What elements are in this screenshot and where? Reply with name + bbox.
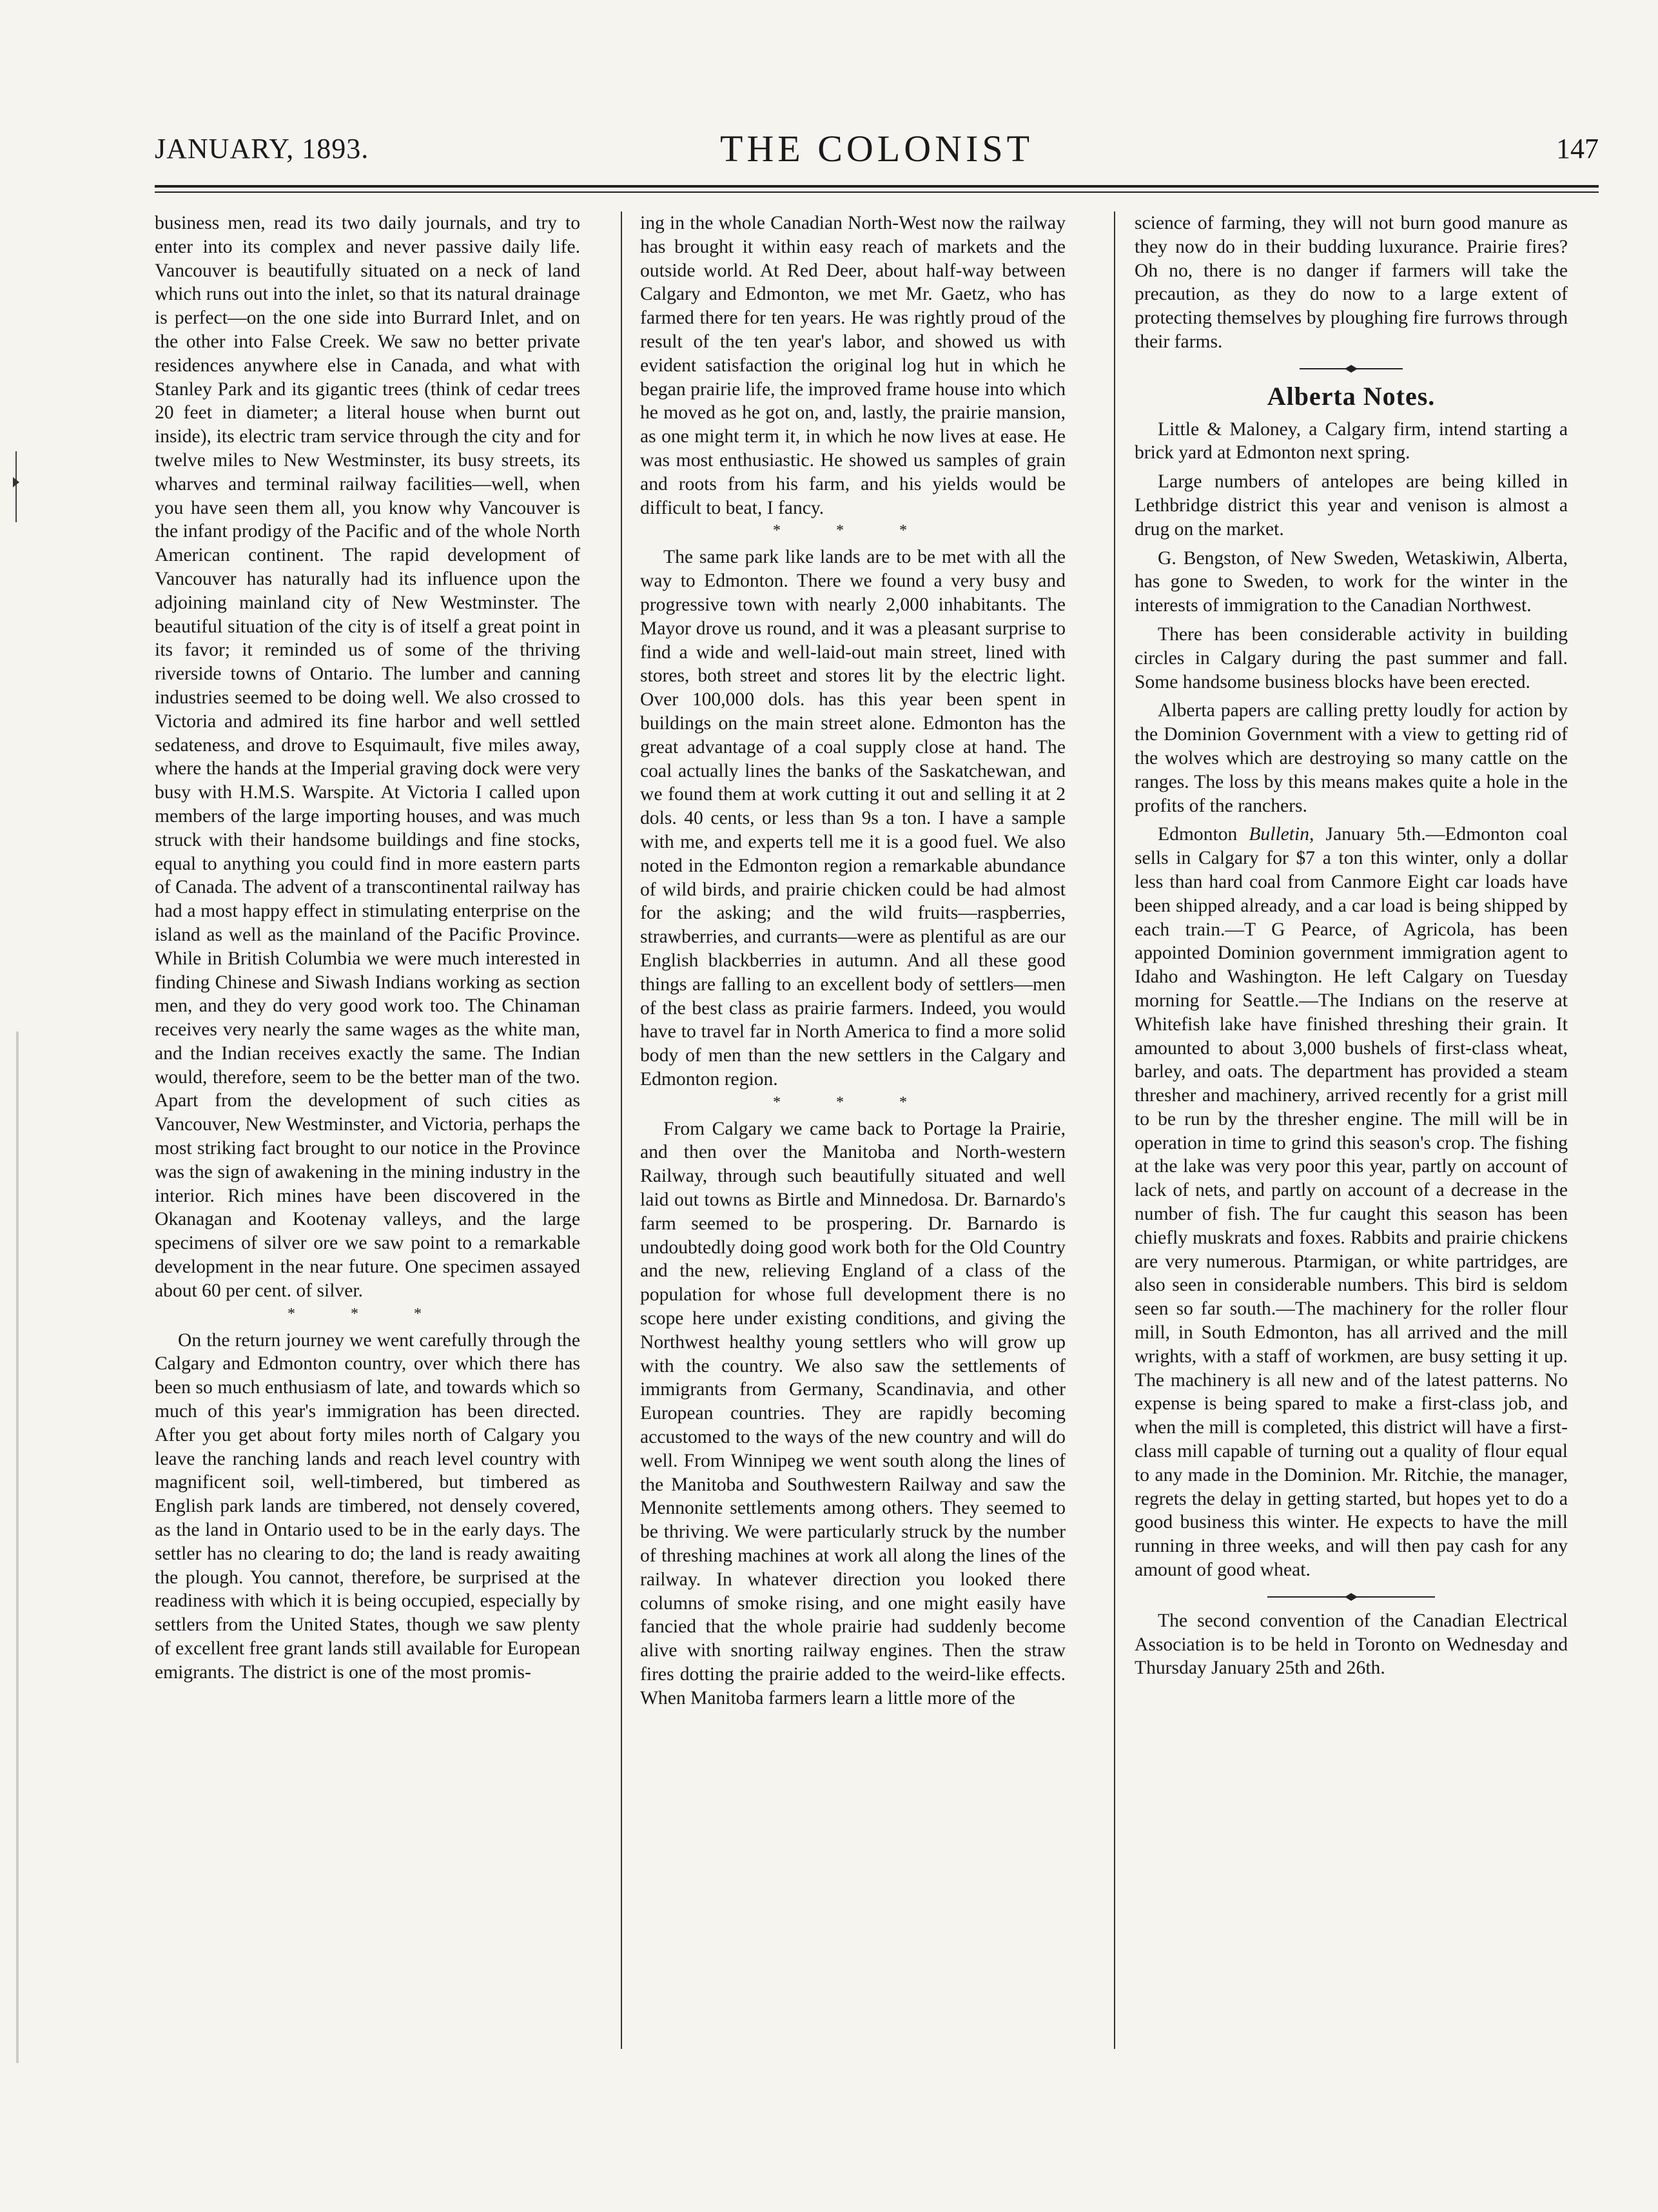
news-note: Large numbers of antelopes are being killed in Lethbridge district this year and venison is almost a drug on the market. (1135, 471, 1568, 540)
news-note: Little & Maloney, a Calgary firm, intend starting a brick yard at Edmonton next spring. (1135, 418, 1568, 464)
column-divider-1 (621, 211, 622, 2049)
bulletin-text: January 5th.—Edmonton coal sells in Calgary for $7 a ton this winter, only a dollar less than hard coal from Canmore Eight car loads have been shipped already, and a car load is being shipped by each train.—T G Pearce, of Agricola, has been appointed Dominion government immigration agent to Idaho and Washington. He left Calgary on Tuesday morning for Seattle.—The Indians on the reserve at Whitefish lake have finished threshing their grain. It amounted to about 3,000 bushels of first-class wheat, barley, and oats. The department has provided a steam thresher and machinery, arrived recently for a grist mill to be run by the thresher engine. The mill will be in operation in time to grind this season's crop. The fishing at the lake was very poor this year, partly on account of lack of nets, and partly on account of a decrease in the number of fish. The fur caught this season has been chiefly muskrats and foxes. Rabbits and prairie chickens are very numerous. Ptarmigan, or white partridges, are also seen in considerable numbers. This bird is seldom seen so far south.—The machinery for the roller flour mill, in South Edmonton, has all arrived and the mill wrights, with a staff of workmen, are busy setting it up. The machinery is all new and of the latest patterns. No expense is being spared to make a first-class job, and when the mill is completed, this district will have a first-class mill capable of turning out a quality of flour equal to any made in the Dominion. Mr. Ritchie, the manager, regrets the delay in getting started, but hopes yet to do a good business this winter. He expects to have the mill running in three weeks, and will then pay cash for any amount of good wheat. (1135, 824, 1568, 1581)
ornament-rule-icon (1267, 1592, 1435, 1601)
column-1 (155, 211, 580, 1685)
column-divider-2 (1114, 211, 1115, 2049)
article-paragraph: ing in the whole Canadian North-West now the railway has brought it within easy reach of markets and the outside world. At Red Deer, about half-way between Calgary and Edmonton, we met Mr. Gaetz, who has farmed there for ten years. He was rightly proud of the result of the ten year's labor, and showed us with evident satisfaction the original log hut in which he began prairie life, the improved frame house into which he moved as he got on, and, lastly, the prairie mansion, as one might term it, in which he now lives at ease. He was most enthusiastic. He showed us samples of grain and roots from his farm, and his yields would be difficult to beat, I fancy. (640, 213, 1066, 518)
news-note: Alberta papers are calling pretty loudly for action by the Dominion Government with a view to getting rid of the wolves which are destroying so many cattle on the ranges. The loss by this means makes quite a hole in the profits of the ranchers. (1135, 700, 1568, 816)
article-paragraph: business men, read its two daily journals, and try to enter into its complex and never passive daily life. Vancouver is beautifully situated on a neck of land which runs out into the inlet, so that its natural drainage is perfect—on the one side into Burrard Inlet, and on the other into False Creek. We saw no better private residences anywhere else in Canada, and what with Stanley Park and its gigantic trees (think of cedar trees 20 feet in diameter; a literal house when burnt out inside), its electric tram service through the city and for twelve miles to New Westminster, its busy streets, its wharves and terminal railway facilities—well, when you have seen them all, you know why Vancouver is the infant prodigy of the Pacific and of the whole North American continent. The rapid development of Vancouver has naturally had its influence upon the adjoining mainland city of New Westminster. The beautiful situation of the city is of itself a great point in its favor; it reminded us of some of the thriving riverside towns of Ontario. The lumber and canning industries seemed to be doing well. We also crossed to Victoria and admired its fine harbor and well settled sedateness, and drove to Esquimault, five miles away, where the hands at the Imperial graving dock were very busy with H.M.S. Warspite. At Victoria I called upon members of the large importing houses, and was much struck with their handsome buildings and fine stocks, equal to anything you could find in more eastern parts of Canada. The advent of a transcontinental railway has had a most happy effect in stimulating enterprise on the island as well as the mainland of the Pacific Province. While in British Columbia we were much interested in finding Chinese and Siwash Indians working as section men, and they do very good work too. The Chinaman receives very nearly the same wages as the white man, and the Indian receives exactly the same. The Indian would, therefore, seem to be the better man of the two. Apart from the development of such cities as Vancouver, New Westminster, and Victoria, perhaps the most striking fact brought to our notice in the Province was the sign of awakening in the mining industry in the interior. Rich mines have been discovered in the Okanagan and Kootenay valleys, and the large specimens of silver ore we saw point to a remarkable development in the near future. One specimen assayed about 60 per cent. of silver. (155, 213, 580, 1301)
article-paragraph: science of farming, they will not burn good manure as they now do in their budding luxurance. Prairie fires? Oh no, there is no danger if farmers will take the precaution, as they do now to a large extent of protecting themselves by ploughing fire furrows through their farms. (1135, 213, 1568, 352)
ornament-divider (1135, 359, 1568, 378)
bulletin-name: Bulletin, (1249, 824, 1314, 845)
binding-edge (16, 1032, 19, 2063)
issue-date: JANUARY, 1893. (155, 133, 369, 164)
news-note: G. Bengston, of New Sweden, Wetaskiwin, Alberta, has gone to Sweden, to work for the winter in the interests of immigration to the Canadian Northwest. (1135, 547, 1568, 616)
section-stars: * * * (288, 1305, 447, 1322)
page-number: 147 (1556, 133, 1599, 164)
column-3 (1135, 211, 1568, 1685)
publication-title: THE COLONIST (719, 128, 1033, 170)
section-stars: * * * (773, 1093, 933, 1111)
ornament-divider (1135, 1587, 1568, 1607)
article-paragraph: From Calgary we came back to Portage la Prairie, and then over the Manitoba and North-western Railway, through such beautifully situated and well laid out towns as Birtle and Minnedosa. Dr. Barnardo's farm seemed to be prospering. Dr. Barnardo is undoubtedly doing good work both for the Old Country and the new, relieving England of a class of the population for whose full development there is no scope here under existing conditions, and giving the Northwest healthy young settlers who will grow up with the country. We also saw the settlements of immigrants from Germany, Scandinavia, and other European countries. They are rapidly becoming accustomed to the ways of the new country and will do well. From Winnipeg we went south along the lines of the Manitoba and Southwestern Railway and saw the Mennonite settlements among others. They seemed to be thriving. We were particularly struck by the number of threshing machines at work all along the lines of the railway. In whatever direction you looked there columns of smoke rising, and one might easily have fancied that the whole prairie had suddenly become alive with snorting railway engines. Then the straw fires dotting the prairie added to the weird-like effects. When Manitoba farmers learn a little more of the (640, 1118, 1066, 1708)
section-stars: * * * (773, 522, 933, 540)
header-rule-thin (155, 191, 1599, 193)
header-rule-thick (155, 185, 1599, 188)
news-note: The second convention of the Canadian Electrical Association is to be held in Toronto on Wednesday and Thursday January 25th and 26th. (1135, 1610, 1568, 1679)
article-paragraph: The same park like lands are to be met with all the way to Edmonton. There we found a very busy and progressive town with nearly 2,000 inhabitants. The Mayor drove us round, and it was a pleasant surprise to find a wide and well-laid-out main street, lined with stores, both street and stores lit by the electric light. Over 100,000 dols. has this year been spent in buildings on the main street alone. Edmonton has the great advantage of a coal supply close at hand. The coal actually lines the banks of the Saskatchewan, and we found them at work cutting it out and selling it at 2 dols. 40 cents, or less than 9s a ton. I have a sample with me, and experts tell me it is a good fuel. We also noted in the Edmonton region a remarkable abundance of wild birds, and prairie chicken could be had almost for the asking; and the wild fruits—raspberries, strawberries, and currants—were as plentiful as are our English blackberries in autumn. And all these good things are falling to an excellent body of settlers—men of the best class as prairie farmers. Indeed, you would have to travel far in North America to find a more solid body of men than the new settlers in the Calgary and Edmonton region. (640, 547, 1066, 1090)
ornament-rule-icon (1300, 364, 1403, 373)
article-paragraph: On the return journey we went carefully through the Calgary and Edmonton country, over which there has been so much enthusiasm of late, and towards which so much of this year's immigration has been directed. After you get about forty miles north of Calgary you leave the ranching lands and reach level country with magnificent soil, well-timbered, but timbered as English park lands are timbered, not densely covered, as the land in Ontario used to be in the early days. The settler has no clearing to do; the land is ready awaiting the plough. You cannot, therefore, be surprised at the readiness with which it is being occupied, especially by settlers from the United States, though we saw plenty of excellent free grant lands still available for European emigrants. The district is one of the most promis- (155, 1329, 580, 1683)
news-note-bulletin (1135, 823, 1568, 1582)
binding-mark-icon (12, 451, 21, 522)
page-header (155, 128, 1599, 177)
bulletin-lead: Edmonton (1158, 824, 1249, 845)
section-heading: Alberta Notes. (1267, 381, 1436, 411)
news-note: There has been considerable activity in building circles in Calgary during the past summer and fall. Some handsome business blocks have been erected. (1135, 623, 1568, 692)
column-2 (640, 211, 1066, 1710)
